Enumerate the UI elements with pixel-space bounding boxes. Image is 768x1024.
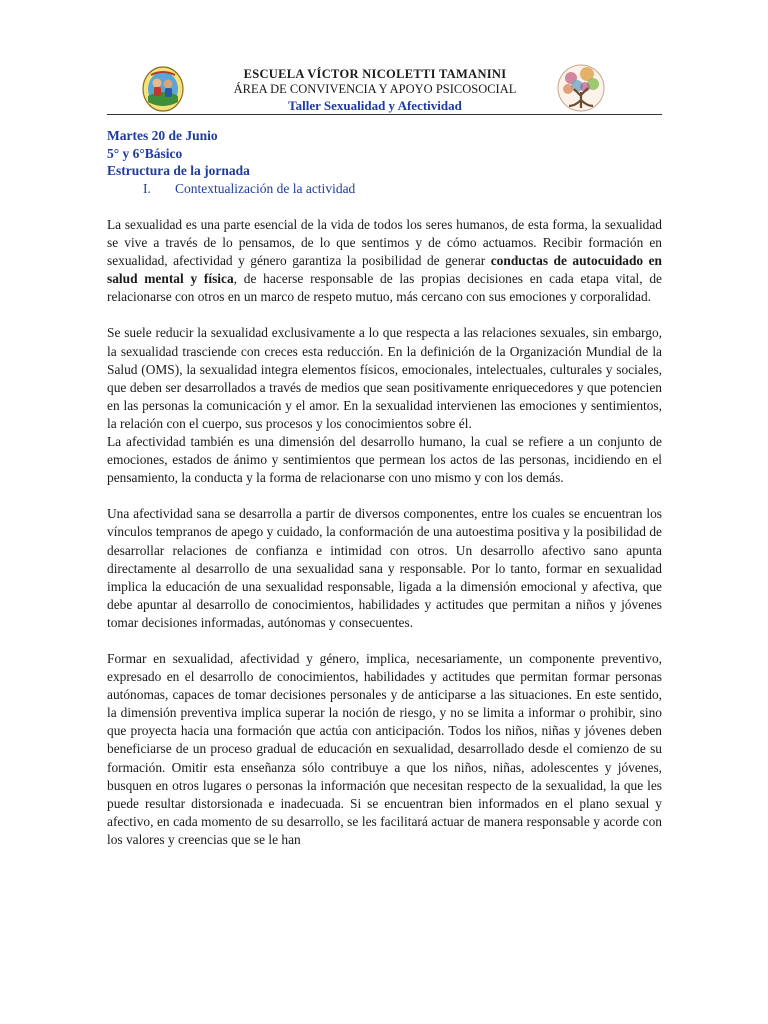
area-name: ÁREA DE CONVIVENCIA Y APOYO PSICOSOCIAL bbox=[233, 82, 517, 96]
session-structure-heading: Estructura de la jornada bbox=[107, 163, 250, 178]
document-header bbox=[200, 67, 550, 114]
paragraph-1-bold: conductas de autocuidado en salud mental y física bbox=[107, 253, 662, 287]
session-info bbox=[107, 127, 667, 180]
session-grades: 5° y 6°Básico bbox=[107, 145, 183, 161]
school-crest-icon bbox=[142, 66, 184, 112]
workshop-title: Taller Sexualidad y Afectividad bbox=[288, 98, 462, 113]
section-number: I. bbox=[143, 181, 151, 196]
session-date: Martes 20 de Junio bbox=[107, 128, 218, 143]
header-divider bbox=[107, 114, 662, 115]
document-body bbox=[107, 216, 662, 849]
paragraph-2: Se suele reducir la sexualidad exclusivamente a lo que respecta a las relaciones sexuales, sin embargo, la sexualidad trasciende con creces esta reducción. En la definición de la Organización Mundial de la Salud (OMS), la sexualidad integra elementos físicos, emocionales, intelectuales, culturales y sociales, que deben ser desarrollados a través de medios que sean positivamente enriquecedores y que potencien en las personas la comunicación y el amor. En la sexualidad intervienen las emociones y sentimientos, la relación con el cuerpo, sus procesos y los conocimientos sobre él. bbox=[107, 325, 662, 431]
paragraph-1-text: La sexualidad es una parte esencial de la vida de todos los seres humanos, de esta forma, la sexualidad se vive a través de lo pensamos, de lo que sentimos y de cómo actuamos. Recibir formación en sexualidad, afectividad y género garantiza la posibilidad de generar bbox=[107, 217, 662, 269]
paragraph-5: Formar en sexualidad, afectividad y género, implica, necesariamente, un componente preventivo, expresado en el desarrollo de conocimientos, habilidades y actitudes que permitan formar personas autónomas, capaces de tomar decisiones personales y de anticiparse a las situaciones. En este sentido, la dimensión preventiva implica superar la noción de riesgo, y no se limita a informar o prohibir, sino que proyecta hacia una formación que actúa con anticipación. Todos los niños, niñas y jóvenes deben beneficiarse de un proceso gradual de educación en sexualidad, desarrollado desde el comienzo de su formación. Omitir esta enseñanza sólo contribuye a que los niños, niñas, adolescentes y jóvenes, busquen en otros lugares o personas la información que necesitan respecto de la sexualidad, la que les puede resultar distorsionada e inadecuada. Si se encuentran bien informados en el plano sexual y afectivo, en cada momento de su desarrollo, se les facilitará actuar de manera responsable y acorde con los valores y creencias que se le han bbox=[107, 650, 662, 847]
paragraph-3: La afectividad también es una dimensión del desarrollo humano, la cual se refiere a un conjunto de emociones, estados de ánimo y sentimientos que permean los actos de las personas, incidiendo en el pensamiento, la conducta y la forma de relacionarse con uno mismo y con los demás. bbox=[107, 434, 662, 486]
tree-of-life-icon bbox=[557, 62, 605, 114]
school-name: ESCUELA VÍCTOR NICOLETTI TAMANINI bbox=[243, 67, 507, 81]
paragraph-1-text-end: , de hacerse responsable de las propias decisiones en cada etapa vital, de relacionarse con otros en un marco de respeto mutuo, más cercano con sus emociones y corporalidad. bbox=[107, 271, 663, 305]
section-heading bbox=[143, 181, 355, 197]
paragraph-1 bbox=[107, 216, 662, 306]
paragraph-4: Una afectividad sana se desarrolla a partir de diversos componentes, entre los cuales se encuentran los vínculos tempranos de apego y cuidado, la conformación de una autoestima positiva y la posibilidad de desarrollar relaciones de confianza e intimidad con otros. Un desarrollo afectivo sano apunta directamente al desarrollo de una sexualidad sana y responsable. Por lo tanto, formar en sexualidad implica la educación de una sexualidad responsable, ligada a la dimensión emocional y afectiva, que debe apuntar al desarrollo de conocimientos, habilidades y actitudes que permitan a niños y jóvenes tomar decisiones informadas, autónomas y consecuentes. bbox=[107, 506, 662, 630]
section-title: Contextualización de la actividad bbox=[175, 181, 356, 196]
